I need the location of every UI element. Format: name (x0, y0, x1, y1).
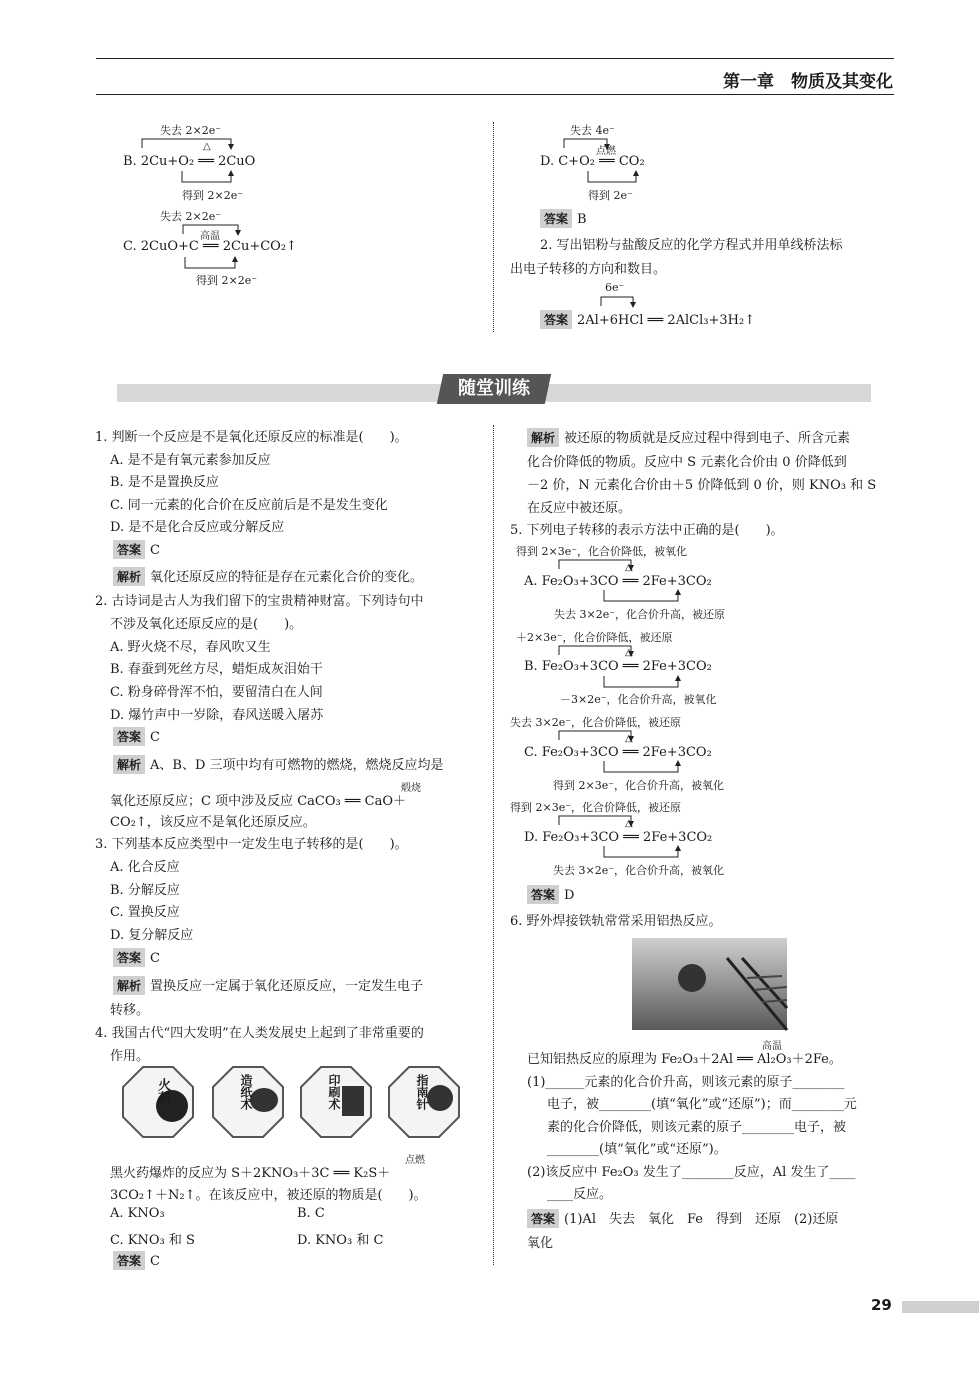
answer-equation: 2Al+6HCl ══ 2AlCl₃+3H₂↑ (577, 313, 756, 328)
c-lose-label: 失去 2×2e⁻ (160, 210, 222, 223)
q3-stem: 3. 下列基本反应类型中一定发生电子转移的是( )。 (95, 837, 408, 852)
c-equation: C. 2CuO+C ══ 2Cu+CO₂↑ (123, 239, 297, 254)
column-separator-main (493, 425, 494, 1265)
q4-stem-line2: 作用。 (110, 1049, 150, 1064)
d-equation: D. C+O₂ ══ CO₂ (540, 154, 645, 169)
invention-gunpowder-label: 火药 (155, 1078, 170, 1104)
section-title: 随堂训练 (458, 378, 530, 399)
q3-option-d: D. 复分解反应 (110, 928, 194, 943)
q4-stem-line1: 4. 我国古代“四大发明”在人类发展史上起到了非常重要的 (95, 1026, 424, 1041)
q2-answer-value: C (150, 730, 160, 745)
q1-answer-value: C (150, 543, 160, 558)
q2-option-c: C. 粉身碎骨浑不怕，要留清白在人间 (110, 685, 323, 700)
q1-option-d: D. 是不是化合反应或分解反应 (110, 520, 285, 535)
column-separator-top (493, 122, 494, 332)
d-lose-label: 失去 4e⁻ (570, 124, 615, 137)
q1-analysis (113, 566, 423, 586)
invention-printing-label: 印刷术 (327, 1074, 341, 1110)
q5c-equation-text: Fe₂O₃+3CO ══ 2Fe+3CO₂ (541, 745, 712, 760)
q4-answer-value: C (150, 1254, 160, 1269)
q2-stem-line2: 不涉及氧化还原反应的是( )。 (110, 617, 303, 632)
q4-option-d: D. KNO₃ 和 C (297, 1233, 384, 1248)
q4-analysis-line1: 被还原的物质就是反应过程中得到电子、所含元素 (564, 431, 851, 446)
rail-welding-photo (632, 938, 787, 1030)
q3-analysis-line1: 置换反应一定属于氧化还原反应，一定发生电子 (150, 979, 424, 994)
q6-part1-line3: 素的化合价降低，则该元素的原子________电子，被 (547, 1120, 847, 1135)
q6-part1-line1: (1)______元素的化合价升高，则该元素的原子________ (527, 1075, 845, 1090)
q5-stem: 5. 下列电子转移的表示方法中正确的是( )。 (510, 523, 784, 538)
q5a-condition: △ (625, 562, 633, 573)
chapter-title: 第一章 物质及其变化 (723, 72, 893, 92)
q1-answer (113, 540, 160, 559)
q5c-bottom-label: 得到 2×3e⁻，化合价升高，被氧化 (553, 779, 725, 792)
answer-row-1 (540, 209, 587, 228)
q6-condition: 高温 (762, 1041, 782, 1052)
q2-analysis-condition: 煅烧 (401, 783, 421, 794)
q2-option-b: B. 春蚕到死丝方尽，蜡炬成灰泪始干 (110, 662, 323, 677)
q4-answer (113, 1251, 160, 1270)
rail-tracks-icon (632, 938, 787, 1030)
c-gain-label: 得到 2×2e⁻ (196, 274, 258, 287)
q1-analysis-text: 氧化还原反应的特征是存在元素化合价的变化。 (150, 570, 424, 585)
analysis-tag: 解析 (113, 567, 145, 586)
q3-analysis (113, 975, 423, 995)
invention-paper-label: 造纸术 (239, 1074, 253, 1110)
q4-analysis-line2: 化合价降低的物质。反应中 S 元素化合价由 0 价降低到 (527, 455, 847, 470)
q5c-top-label: 失去 3×2e⁻，化合价降低，被还原 (510, 716, 682, 729)
b-condition: △ (203, 141, 211, 152)
q5a-top-label: 得到 2×3e⁻，化合价降低，被氧化 (516, 545, 688, 558)
q4-option-a: A. KNO₃ (110, 1206, 165, 1221)
d-condition: 点燃 (596, 146, 616, 157)
answer-tag: 答案 (527, 1209, 559, 1228)
q5b-equation (524, 659, 712, 674)
q6-part2-line1: (2)该反应中 Fe₂O₃ 发生了________反应，Al 发生了____ (527, 1165, 856, 1180)
q5b-bottom-label: －3×2e⁻，化合价升高，被氧化 (560, 693, 717, 706)
q6-principle: 已知铝热反应的原理为 Fe₂O₃＋2Al ══ Al₂O₃＋2Fe。 (527, 1052, 842, 1067)
d-gain-label: 得到 2e⁻ (588, 189, 633, 202)
q3-analysis-line2: 转移。 (110, 1003, 150, 1018)
q2-stem-line1: 2. 古诗词是古人为我们留下的宝贵精神财富。下列诗句中 (95, 594, 424, 609)
q5b-condition: △ (625, 647, 633, 658)
q4-condition: 点燃 (405, 1155, 425, 1166)
q3-option-c: C. 置换反应 (110, 905, 180, 920)
analysis-tag: 解析 (527, 428, 559, 447)
q6-stem: 6. 野外焊接铁轨常常采用铝热反应。 (510, 914, 722, 929)
answer-tag: 答案 (540, 310, 572, 329)
q5b-top-label: ＋2×3e⁻，化合价降低，被还原 (516, 631, 673, 644)
q4-stem-line3: 黑火药爆炸的反应为 S＋2KNO₃＋3C ══ K₂S＋ (110, 1166, 391, 1181)
answer-tag: 答案 (113, 948, 145, 967)
q5c-equation (524, 745, 712, 760)
q2-option-a: A. 野火烧不尽，春风吹又生 (110, 640, 271, 655)
q2-analysis-line2: 氧化还原反应；C 项中涉及反应 CaCO₃ ══ CaO＋ (110, 794, 406, 809)
q2-top-line1: 2. 写出铝粉与盐酸反应的化学方程式并用单线桥法标 (540, 238, 843, 253)
page-number-bar (902, 1301, 979, 1313)
q4-stem-line4: 3CO₂↑＋N₂↑。在该反应中，被还原的物质是( )。 (110, 1188, 427, 1203)
analysis-tag: 解析 (113, 755, 145, 774)
q2-analysis (113, 754, 444, 774)
q4-analysis (527, 427, 850, 447)
q4-option-b: B. C (297, 1206, 325, 1221)
q2-answer (113, 727, 160, 746)
analysis-tag: 解析 (113, 976, 145, 995)
q5d-option-letter: D. (524, 830, 539, 845)
q6-part1-line4: ________(填“氧化”或“还原”)。 (547, 1142, 727, 1157)
q2-top-line2: 出电子转移的方向和数目。 (510, 262, 667, 277)
b-gain-label: 得到 2×2e⁻ (182, 189, 244, 202)
q5-answer (527, 885, 574, 904)
q3-option-a: A. 化合反应 (110, 860, 180, 875)
q4-option-c: C. KNO₃ 和 S (110, 1233, 195, 1248)
answer-tag: 答案 (113, 540, 145, 559)
q2-analysis-line1: A、B、D 三项中均有可燃物的燃烧，燃烧反应均是 (150, 758, 444, 773)
q2-analysis-line3: CO₂↑，该反应不是氧化还原反应。 (110, 815, 316, 830)
b-equation: B. 2Cu+O₂ ══ 2CuO (123, 154, 256, 169)
q5d-equation (524, 830, 712, 845)
answer-tag: 答案 (113, 1251, 145, 1270)
q6-answer-line2: 氧化 (527, 1236, 554, 1251)
q4-analysis-line3: －2 价，N 元素化合价由＋5 价降低到 0 价，则 KNO₃ 和 S (527, 478, 877, 493)
q5b-option-letter: B. (524, 659, 538, 674)
q6-answer-line1: (1)Al 失去 氧化 Fe 得到 还原 (2)还原 (564, 1212, 839, 1227)
q5a-equation (524, 574, 712, 589)
q4-analysis-line4: 在反应中被还原。 (527, 501, 632, 516)
section-banner (437, 374, 551, 404)
q1-option-a: A. 是不是有氧元素参加反应 (110, 453, 271, 468)
q6-part2-line2: ____反应。 (547, 1187, 613, 1202)
ans2-electrons: 6e⁻ (605, 281, 625, 294)
q5c-option-letter: C. (524, 745, 538, 760)
q1-option-b: B. 是不是置换反应 (110, 475, 219, 490)
b-lose-label: 失去 2×2e⁻ (160, 124, 222, 137)
answer-tag: 答案 (540, 209, 572, 228)
q3-option-b: B. 分解反应 (110, 883, 180, 898)
q3-answer (113, 948, 160, 967)
q5c-condition: △ (625, 733, 633, 744)
answer-value: B (577, 212, 587, 227)
q5d-condition: △ (625, 818, 633, 829)
header-rule-bottom (96, 94, 894, 95)
q6-part1-line2: 电子，被________(填“氧化”或“还原”)；而________元 (547, 1097, 857, 1112)
q5a-option-letter: A. (524, 574, 538, 589)
q5-answer-value: D (564, 888, 575, 903)
page-number: 29 (871, 1296, 892, 1314)
answer-tag: 答案 (527, 885, 559, 904)
q3-answer-value: C (150, 951, 160, 966)
q1-option-c: C. 同一元素的化合价在反应前后是不是发生变化 (110, 498, 388, 513)
invention-compass-label: 指南针 (415, 1074, 429, 1110)
q5d-top-label: 得到 2×3e⁻，化合价降低，被还原 (510, 801, 682, 814)
q5d-bottom-label: 失去 3×2e⁻，化合价升高，被氧化 (553, 864, 725, 877)
q1-stem: 1. 判断一个反应是不是氧化还原反应的标准是( )。 (95, 430, 408, 445)
q2-option-d: D. 爆竹声中一岁除，春风送暖入屠苏 (110, 708, 324, 723)
answer-row-2 (540, 310, 755, 329)
q5a-equation-text: Fe₂O₃+3CO ══ 2Fe+3CO₂ (541, 574, 712, 589)
q6-answer (527, 1208, 838, 1228)
c-condition: 高温 (200, 231, 220, 242)
q5b-equation-text: Fe₂O₃+3CO ══ 2Fe+3CO₂ (541, 659, 712, 674)
header-rule-top (96, 58, 894, 59)
q5d-equation-text: Fe₂O₃+3CO ══ 2Fe+3CO₂ (542, 830, 713, 845)
answer-tag: 答案 (113, 727, 145, 746)
q5a-bottom-label: 失去 3×2e⁻，化合价升高，被还原 (554, 608, 726, 621)
